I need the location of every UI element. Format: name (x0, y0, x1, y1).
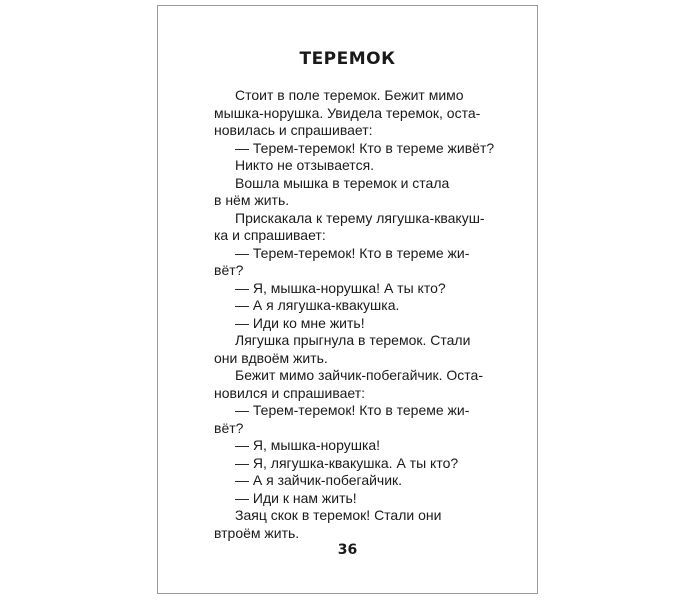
text-line: Бежит мимо зайчик-побегайчик. Оста- (235, 367, 484, 383)
page-number: 36 (337, 542, 358, 558)
text-line: — Я, мышка-норушка! А ты кто? (235, 279, 446, 296)
text-line: вёт? (214, 419, 244, 436)
text-line: — Терем-теремок! Кто в тереме живёт? (235, 139, 495, 156)
text-line: — Иди ко мне жить! (235, 314, 365, 331)
text-line: — А я зайчик-побегайчик. (235, 472, 403, 488)
story-text (214, 87, 514, 542)
text-line: Стоит в поле теремок. Бежит мимо (235, 87, 464, 103)
text-line: Никто не отзывается. (235, 157, 375, 173)
text-line: новилась и спрашивает: (214, 122, 373, 138)
text-line: ка и спрашивает: (214, 227, 326, 243)
text-line: Заяц скок в теремок! Стали они (235, 507, 442, 523)
book-page (157, 5, 538, 594)
text-line: втроём жить. (214, 524, 300, 541)
text-line: Лягушка прыгнула в теремок. Стали (235, 332, 471, 348)
page-title: ТЕРЕМОК (299, 49, 396, 69)
text-line: они вдвоём жить. (214, 349, 328, 366)
text-line: — Терем-теремок! Кто в тереме жи- (235, 402, 470, 418)
text-line: — А я лягушка-квакушка. (235, 297, 400, 313)
text-line: мышка-норушка. Увидела теремок, оста- (214, 104, 481, 121)
text-line: — Я, мышка-норушка! (235, 437, 381, 453)
text-line: — Терем-теремок! Кто в тереме жи- (235, 244, 470, 261)
text-line: вёт? (214, 262, 244, 278)
text-line: новился и спрашивает: (214, 384, 366, 401)
text-line: — Я, лягушка-квакушка. А ты кто? (235, 454, 459, 471)
text-line: Прискакала к терему лягушка-квакуш- (235, 209, 485, 226)
text-line: — Иди к нам жить! (235, 489, 357, 506)
text-line: в нём жить. (214, 192, 290, 208)
text-line: Вошла мышка в теремок и стала (235, 174, 450, 191)
